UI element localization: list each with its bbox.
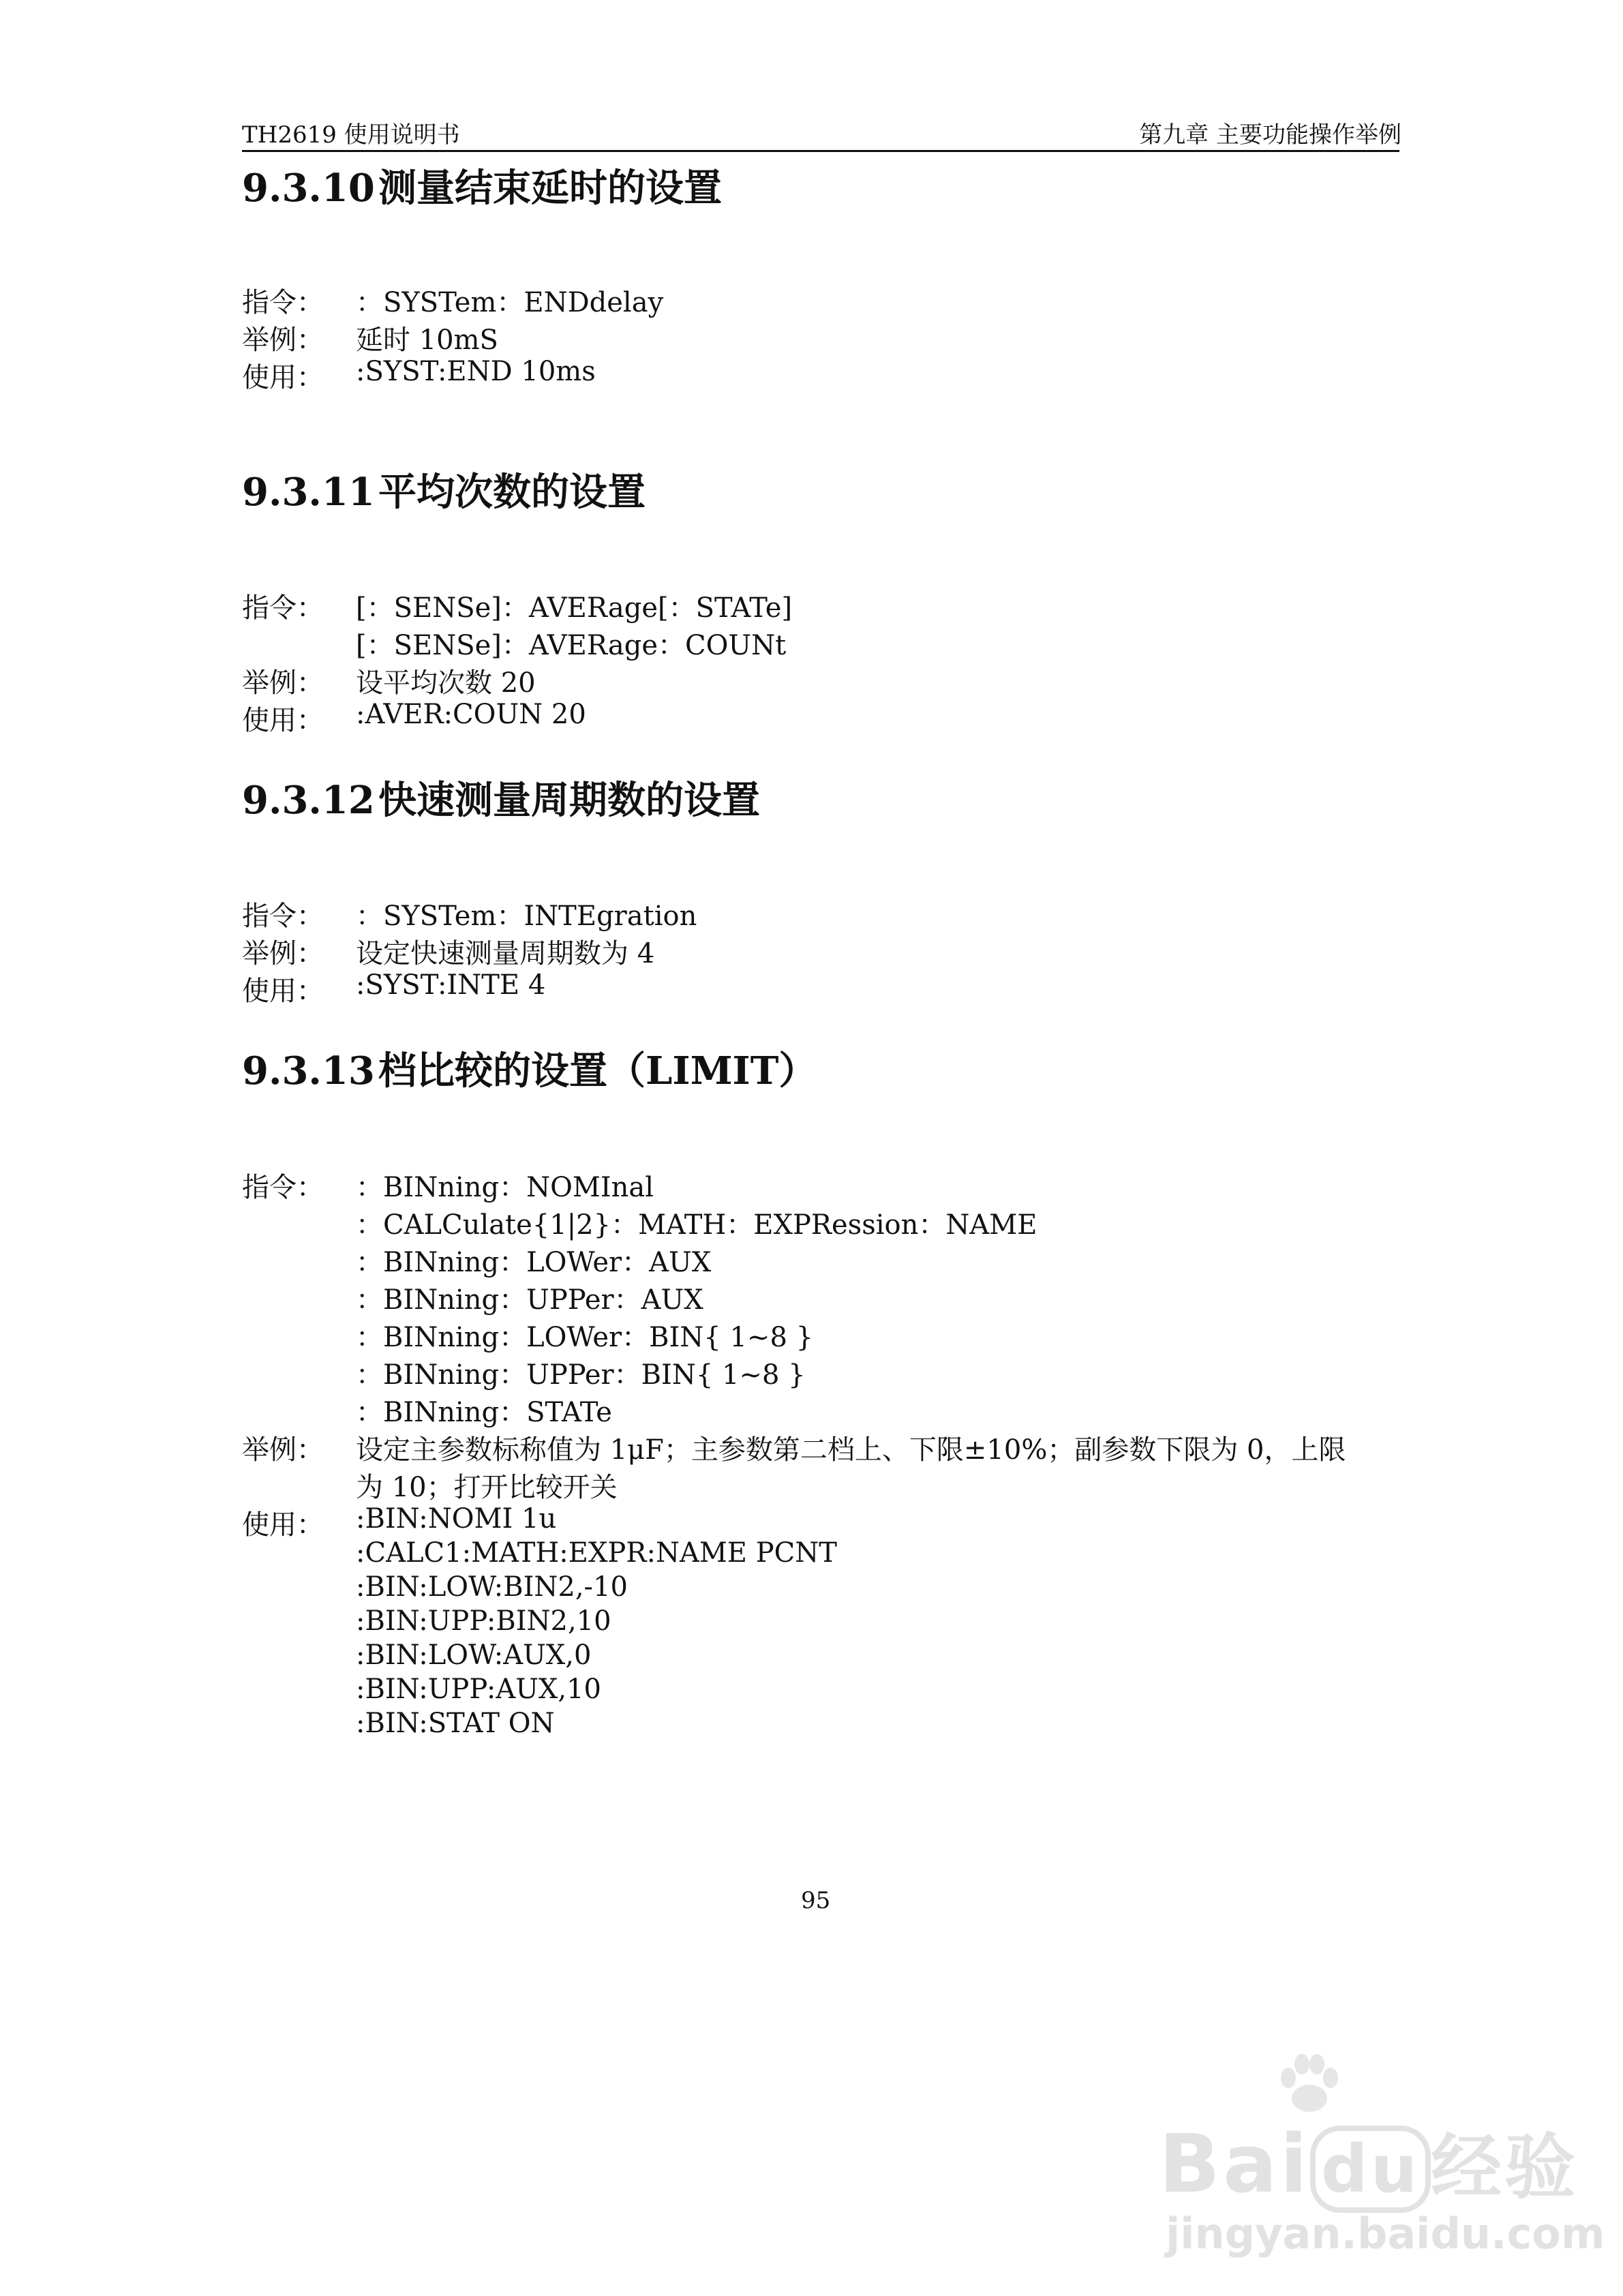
section-number: 9.3.10 [242,166,375,211]
usage-label: 使用： [242,362,324,393]
example-label: 举例： [242,324,324,356]
example-text: 设定快速测量周期数为 4 [356,938,655,969]
section-heading [242,158,722,213]
usage-line: :BIN:NOMI 1u [356,1503,557,1535]
usage-line: :CALC1:MATH:EXPR:NAME PCNT [356,1537,837,1569]
usage-line: :AVER:COUN 20 [356,699,586,730]
section-title: 档比较的设置（LIMIT） [378,1048,817,1093]
section-heading [242,770,760,825]
section-title: 平均次数的设置 [378,470,646,515]
watermark-paw: du [1310,2126,1431,2213]
section-heading [242,1041,817,1096]
usage-line: :BIN:UPP:BIN2,10 [356,1605,611,1637]
example-label: 举例： [242,1434,324,1466]
page-number: 95 [801,1887,831,1914]
section-number: 9.3.13 [242,1048,375,1093]
command-line: [：SENSe]：AVERage：COUNt [356,630,787,661]
header-rule [242,150,1399,152]
usage-line: :SYST:END 10ms [356,356,596,387]
watermark-product: 经验 [1431,2126,1579,2209]
command-line: ：SYSTem：ENDdelay [356,287,664,318]
usage-label: 使用： [242,705,324,736]
usage-line: :SYST:INTE 4 [356,969,546,1001]
example-label: 举例： [242,667,324,699]
command-line: ：BINning：UPPer：AUX [356,1284,703,1316]
usage-line: :BIN:UPP:AUX,10 [356,1674,601,1705]
watermark-url: jingyan.baidu.com [1166,2209,1605,2259]
usage-line: :BIN:STAT ON [356,1708,555,1739]
header-title: TH2619 使用说明书 [242,121,460,149]
command-line: ：BINning：LOWer：BIN{ 1~8 } [356,1322,814,1353]
command-line: ：BINning：STATe [356,1397,612,1428]
usage-label: 使用： [242,976,324,1007]
command-line: ：SYSTem：INTEgration [356,901,697,932]
example-text: 为 10；打开比较开关 [356,1472,618,1503]
usage-line: :BIN:LOW:AUX,0 [356,1640,592,1671]
section-title: 测量结束延时的设置 [378,166,722,211]
example-text: 设定主参数标称值为 1μF；主参数第二档上、下限±10%；副参数下限为 0，上限 [356,1434,1346,1466]
example-text: 延时 10mS [356,324,498,356]
command-line: ：BINning：UPPer：BIN{ 1~8 } [356,1359,806,1391]
usage-label: 使用： [242,1509,324,1541]
command-line: ：BINning：LOWer：AUX [356,1247,712,1278]
section-number: 9.3.11 [242,470,375,515]
command-label: 指令： [242,1172,324,1203]
example-label: 举例： [242,938,324,969]
command-label: 指令： [242,592,324,624]
command-label: 指令： [242,287,324,318]
command-line: ：BINning：NOMInal [356,1172,654,1203]
section-title: 快速测量周期数的设置 [378,778,760,823]
watermark-brand: Bai [1159,2117,1311,2211]
watermark-logo [1159,2110,1578,2213]
example-text: 设平均次数 20 [356,667,536,699]
usage-line: :BIN:LOW:BIN2,-10 [356,1571,628,1603]
section-number: 9.3.12 [242,778,375,823]
command-line: ：CALCulate{1|2}：MATH：EXPRession：NAME [356,1209,1037,1241]
section-heading [242,462,646,517]
command-label: 指令： [242,901,324,932]
paw-icon [1273,2052,1341,2113]
header-chapter: 第九章 主要功能操作举例 [1139,121,1401,149]
command-line: [：SENSe]：AVERage[：STATe] [356,592,793,624]
